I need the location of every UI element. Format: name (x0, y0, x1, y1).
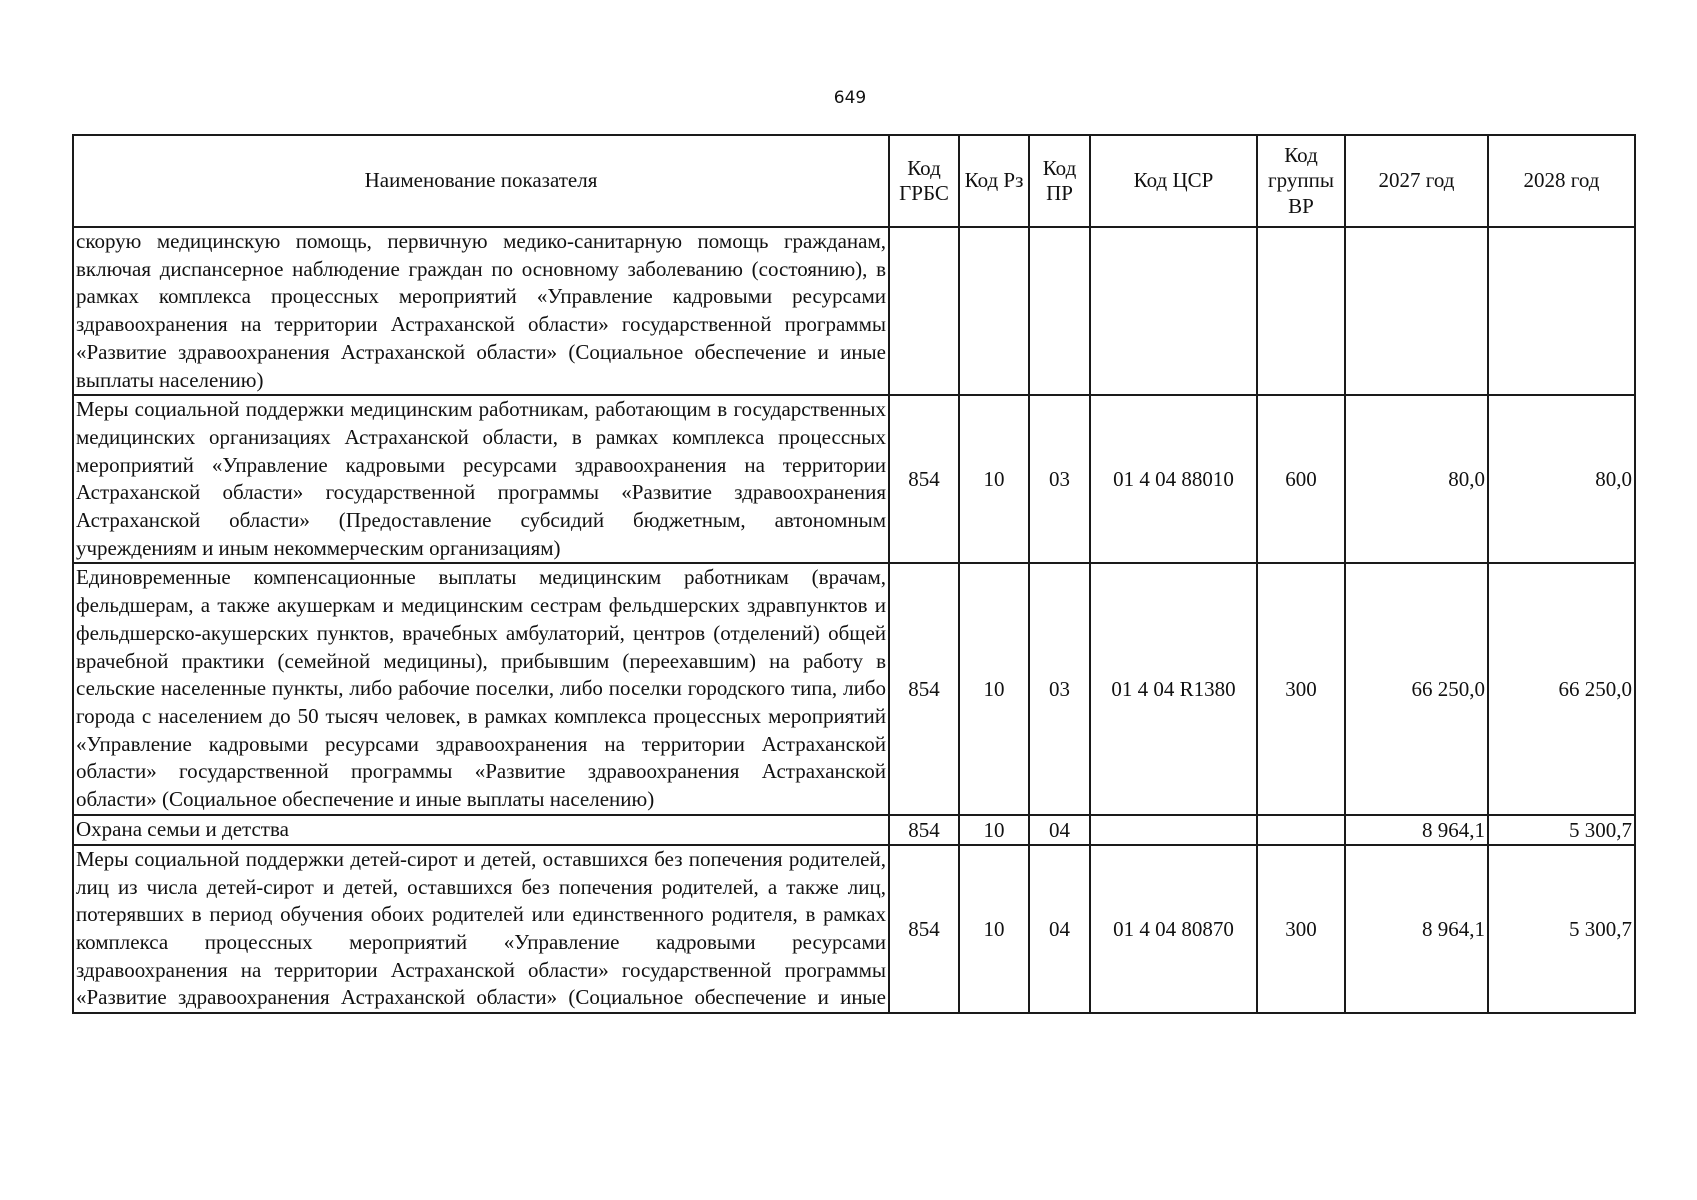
row-name: Единовременные компенсационные выплаты медицинским работникам (врачам, фельдшерам, а также акушеркам и медицинским сестрам фельдшерских здравпунктов и фельдшерско-акушерских пунктов, врачебных амбулаторий, центров (отделений) общей врачебной практики (семейной медицины), прибывшим (переехавшим) на работу в сельские населенные пункты, либо рабочие поселки, либо поселки городского типа, либо города с населением до 50 тысяч человек, в рамках комплекса процессных мероприятий «Управление кадровыми ресурсами здравоохранения на территории Астраханской области» государственной программы «Развитие здравоохранения Астраханской области» (Социальное обеспечение и иные выплаты населению) (73, 563, 889, 814)
page-number: 649 (833, 88, 867, 108)
row-rz (959, 227, 1029, 395)
row-pr (1029, 227, 1090, 395)
row-rz: 10 (959, 815, 1029, 845)
row-csr (1090, 227, 1257, 395)
row-pr: 04 (1029, 845, 1090, 1013)
header-pr: Код ПР (1029, 135, 1090, 227)
table-header (73, 135, 1635, 227)
row-name: Меры социальной поддержки детей-сирот и детей, оставшихся без попечения родителей, лиц из числа детей-сирот и детей, оставшихся без попечения родителей, а также лиц, потерявших в период обучения обоих родителей или единственного родителя, в рамках комплекса процессных мероприятий «Управление кадровыми ресурсами здравоохранения на территории Астраханской области» государственной программы «Развитие здравоохранения Астраханской области» (Социальное обеспечение и иные (73, 845, 889, 1013)
row-grbs: 854 (889, 815, 959, 845)
row-grbs (889, 227, 959, 395)
row-pr: 03 (1029, 563, 1090, 814)
row-rz: 10 (959, 563, 1029, 814)
table-row (73, 395, 1635, 563)
row-name: скорую медицинскую помощь, первичную медико-санитарную помощь гражданам, включая диспансерное наблюдение граждан по основному заболеванию (состоянию), в рамках комплекса процессных мероприятий «Управление кадровыми ресурсами здравоохранения на территории Астраханской области» государственной программы «Развитие здравоохранения Астраханской области» (Социальное обеспечение и иные выплаты населению) (73, 227, 889, 395)
row-vr: 300 (1257, 845, 1345, 1013)
row-csr: 01 4 04 R1380 (1090, 563, 1257, 814)
row-grbs: 854 (889, 845, 959, 1013)
header-2027: 2027 год (1345, 135, 1488, 227)
row-name: Охрана семьи и детства (73, 815, 889, 845)
row-rz: 10 (959, 845, 1029, 1013)
header-2028: 2028 год (1488, 135, 1635, 227)
header-csr: Код ЦСР (1090, 135, 1257, 227)
row-vr: 600 (1257, 395, 1345, 563)
row-vr: 300 (1257, 563, 1345, 814)
row-2028: 5 300,7 (1488, 815, 1635, 845)
row-2027: 80,0 (1345, 395, 1488, 563)
row-rz: 10 (959, 395, 1029, 563)
row-2027: 8 964,1 (1345, 845, 1488, 1013)
row-2028: 80,0 (1488, 395, 1635, 563)
row-csr: 01 4 04 88010 (1090, 395, 1257, 563)
row-2027: 8 964,1 (1345, 815, 1488, 845)
row-grbs: 854 (889, 563, 959, 814)
header-grbs: Код ГРБС (889, 135, 959, 227)
row-vr (1257, 227, 1345, 395)
row-2027: 66 250,0 (1345, 563, 1488, 814)
row-csr (1090, 815, 1257, 845)
header-vr: Код группы ВР (1257, 135, 1345, 227)
budget-table (72, 134, 1636, 1014)
table-row (73, 563, 1635, 814)
row-pr: 03 (1029, 395, 1090, 563)
row-2028 (1488, 227, 1635, 395)
row-grbs: 854 (889, 395, 959, 563)
header-rz: Код Рз (959, 135, 1029, 227)
table-row (73, 845, 1635, 1013)
header-name: Наименование показателя (73, 135, 889, 227)
row-name: Меры социальной поддержки медицинским работникам, работающим в государственных медицинских организациях Астраханской области, в рамках комплекса процессных мероприятий «Управление кадровыми ресурсами здравоохранения на территории Астраханской области» государственной программы «Развитие здравоохранения Астраханской области» (Предоставление субсидий бюджетным, автономным учреждениям и иным некоммерческим организациям) (73, 395, 889, 563)
table-row (73, 227, 1635, 395)
row-2027 (1345, 227, 1488, 395)
row-2028: 66 250,0 (1488, 563, 1635, 814)
row-2028: 5 300,7 (1488, 845, 1635, 1013)
table-row (73, 815, 1635, 845)
row-vr (1257, 815, 1345, 845)
row-csr: 01 4 04 80870 (1090, 845, 1257, 1013)
row-pr: 04 (1029, 815, 1090, 845)
